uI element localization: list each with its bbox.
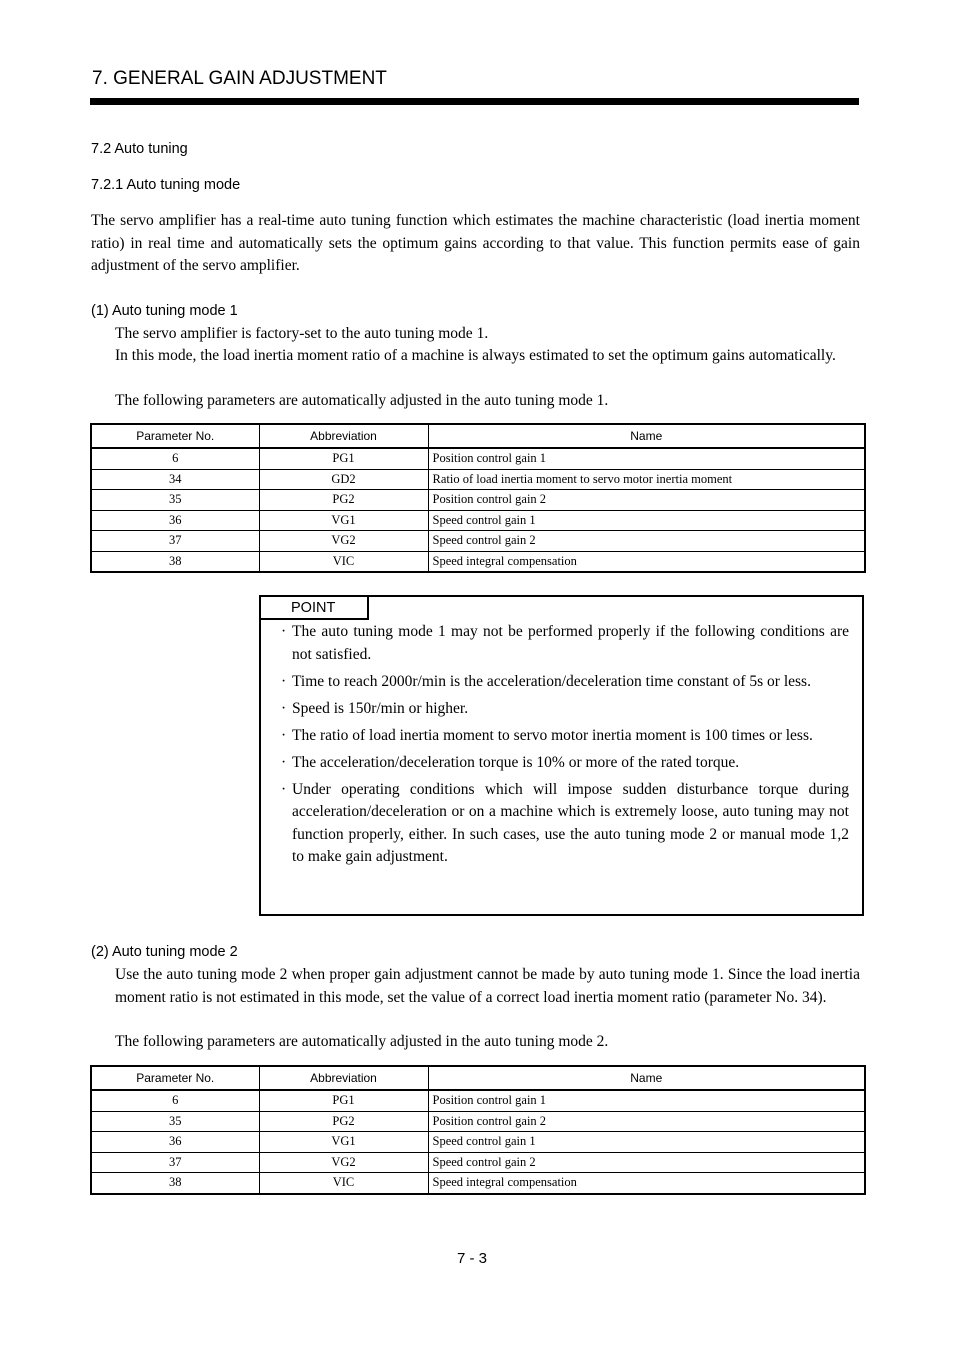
table-row bbox=[91, 448, 865, 469]
point-box bbox=[259, 595, 864, 916]
table-row bbox=[91, 490, 865, 511]
point-item bbox=[281, 779, 849, 869]
parameter-no-cell: 38 bbox=[91, 1173, 259, 1194]
point-item bbox=[281, 621, 849, 666]
subsection-title: 7.2.1 Auto tuning mode bbox=[91, 177, 241, 193]
bullet-icon: · bbox=[281, 780, 287, 798]
abbreviation-cell: PG1 bbox=[259, 1090, 428, 1111]
mode1-para3: The following parameters are automatically adjusted in the auto tuning mode 1. bbox=[115, 392, 609, 409]
parameter-no-cell: 6 bbox=[91, 448, 259, 469]
name-cell: Speed integral compensation bbox=[428, 1173, 865, 1194]
point-item bbox=[281, 752, 849, 775]
abbreviation-cell: PG1 bbox=[259, 448, 428, 469]
name-cell: Position control gain 2 bbox=[428, 490, 865, 511]
name-cell: Speed control gain 2 bbox=[428, 1152, 865, 1173]
column-header-parameter-no: Parameter No. bbox=[91, 424, 259, 448]
chapter-title: 7. GENERAL GAIN ADJUSTMENT bbox=[92, 68, 387, 89]
point-item-text: The acceleration/deceleration torque is 10% or more of the rated torque. bbox=[292, 753, 740, 771]
column-header-abbreviation: Abbreviation bbox=[259, 1066, 428, 1090]
point-item bbox=[281, 671, 849, 694]
abbreviation-cell: PG2 bbox=[259, 1111, 428, 1132]
point-item-text: Under operating conditions which will impose sudden disturbance torque during acceleration/deceleration or on a machine which is extremely loose, auto tuning may not function properly, either. In such cases, use the auto tuning mode 2 or manual mode 1,2 to make gain adjustment. bbox=[292, 780, 849, 865]
mode2-heading: (2) Auto tuning mode 2 bbox=[91, 944, 238, 960]
abbreviation-cell: GD2 bbox=[259, 469, 428, 490]
abbreviation-cell: VG1 bbox=[259, 1132, 428, 1153]
point-item-text: The auto tuning mode 1 may not be performed properly if the following conditions are not satisfied. bbox=[292, 623, 849, 663]
bullet-icon: · bbox=[281, 753, 287, 771]
bullet-icon: · bbox=[281, 726, 287, 744]
name-cell: Speed control gain 1 bbox=[428, 1132, 865, 1153]
table-row bbox=[91, 531, 865, 552]
chapter-divider bbox=[90, 98, 859, 105]
section-title: 7.2 Auto tuning bbox=[91, 141, 188, 157]
mode1-heading: (1) Auto tuning mode 1 bbox=[91, 303, 238, 319]
table-row bbox=[91, 469, 865, 490]
abbreviation-cell: PG2 bbox=[259, 490, 428, 511]
column-header-abbreviation: Abbreviation bbox=[259, 424, 428, 448]
table-row bbox=[91, 1090, 865, 1111]
parameter-no-cell: 38 bbox=[91, 551, 259, 572]
point-item-text: Speed is 150r/min or higher. bbox=[292, 699, 469, 717]
mode1-para2: In this mode, the load inertia moment ratio of a machine is always estimated to set the optimum gains automatically. bbox=[115, 347, 836, 364]
parameter-no-cell: 37 bbox=[91, 1152, 259, 1173]
name-cell: Position control gain 2 bbox=[428, 1111, 865, 1132]
mode1-para1: The servo amplifier is factory-set to the auto tuning mode 1. bbox=[115, 325, 489, 342]
table-row bbox=[91, 1152, 865, 1173]
table-row bbox=[91, 1173, 865, 1194]
point-item-text: The ratio of load inertia moment to servo motor inertia moment is 100 times or less. bbox=[292, 726, 813, 744]
name-cell: Position control gain 1 bbox=[428, 1090, 865, 1111]
mode1-parameter-table bbox=[90, 423, 866, 573]
table-header-row bbox=[91, 424, 865, 448]
column-header-name: Name bbox=[428, 424, 865, 448]
point-list bbox=[281, 621, 849, 873]
parameter-no-cell: 6 bbox=[91, 1090, 259, 1111]
mode2-parameter-table bbox=[90, 1065, 866, 1195]
parameter-no-cell: 35 bbox=[91, 1111, 259, 1132]
mode2-para2: The following parameters are automatically adjusted in the auto tuning mode 2. bbox=[115, 1033, 609, 1050]
name-cell: Speed control gain 1 bbox=[428, 510, 865, 531]
point-item bbox=[281, 725, 849, 748]
name-cell: Speed control gain 2 bbox=[428, 531, 865, 552]
table-row bbox=[91, 1111, 865, 1132]
bullet-icon: · bbox=[281, 672, 287, 690]
column-header-parameter-no: Parameter No. bbox=[91, 1066, 259, 1090]
table-row bbox=[91, 551, 865, 572]
table-row bbox=[91, 510, 865, 531]
column-header-name: Name bbox=[428, 1066, 865, 1090]
name-cell: Ratio of load inertia moment to servo motor inertia moment bbox=[428, 469, 865, 490]
intro-paragraph: The servo amplifier has a real-time auto tuning function which estimates the machine characteristic (load inertia moment ratio) in real time and automatically sets the optimum gains according to that value. This function permits ease of gain adjustment of the servo amplifier. bbox=[91, 212, 860, 274]
name-cell: Position control gain 1 bbox=[428, 448, 865, 469]
abbreviation-cell: VG1 bbox=[259, 510, 428, 531]
abbreviation-cell: VIC bbox=[259, 1173, 428, 1194]
abbreviation-cell: VG2 bbox=[259, 1152, 428, 1173]
point-label: POINT bbox=[261, 597, 369, 620]
abbreviation-cell: VG2 bbox=[259, 531, 428, 552]
bullet-icon: · bbox=[281, 623, 287, 640]
table-header-row bbox=[91, 1066, 865, 1090]
parameter-no-cell: 36 bbox=[91, 1132, 259, 1153]
name-cell: Speed integral compensation bbox=[428, 551, 865, 572]
parameter-no-cell: 36 bbox=[91, 510, 259, 531]
abbreviation-cell: VIC bbox=[259, 551, 428, 572]
parameter-no-cell: 37 bbox=[91, 531, 259, 552]
point-item bbox=[281, 698, 849, 721]
table-row bbox=[91, 1132, 865, 1153]
mode2-para1: Use the auto tuning mode 2 when proper gain adjustment cannot be made by auto tuning mode 1. Since the load inertia moment ratio is not estimated in this mode, set the value of a correct load inertia moment ratio (parameter No. 34). bbox=[115, 966, 860, 1006]
bullet-icon: · bbox=[281, 699, 287, 717]
point-item-text: Time to reach 2000r/min is the acceleration/deceleration time constant of 5s or less. bbox=[292, 672, 811, 690]
parameter-no-cell: 34 bbox=[91, 469, 259, 490]
page-number: 7 - 3 bbox=[457, 1250, 488, 1267]
parameter-no-cell: 35 bbox=[91, 490, 259, 511]
